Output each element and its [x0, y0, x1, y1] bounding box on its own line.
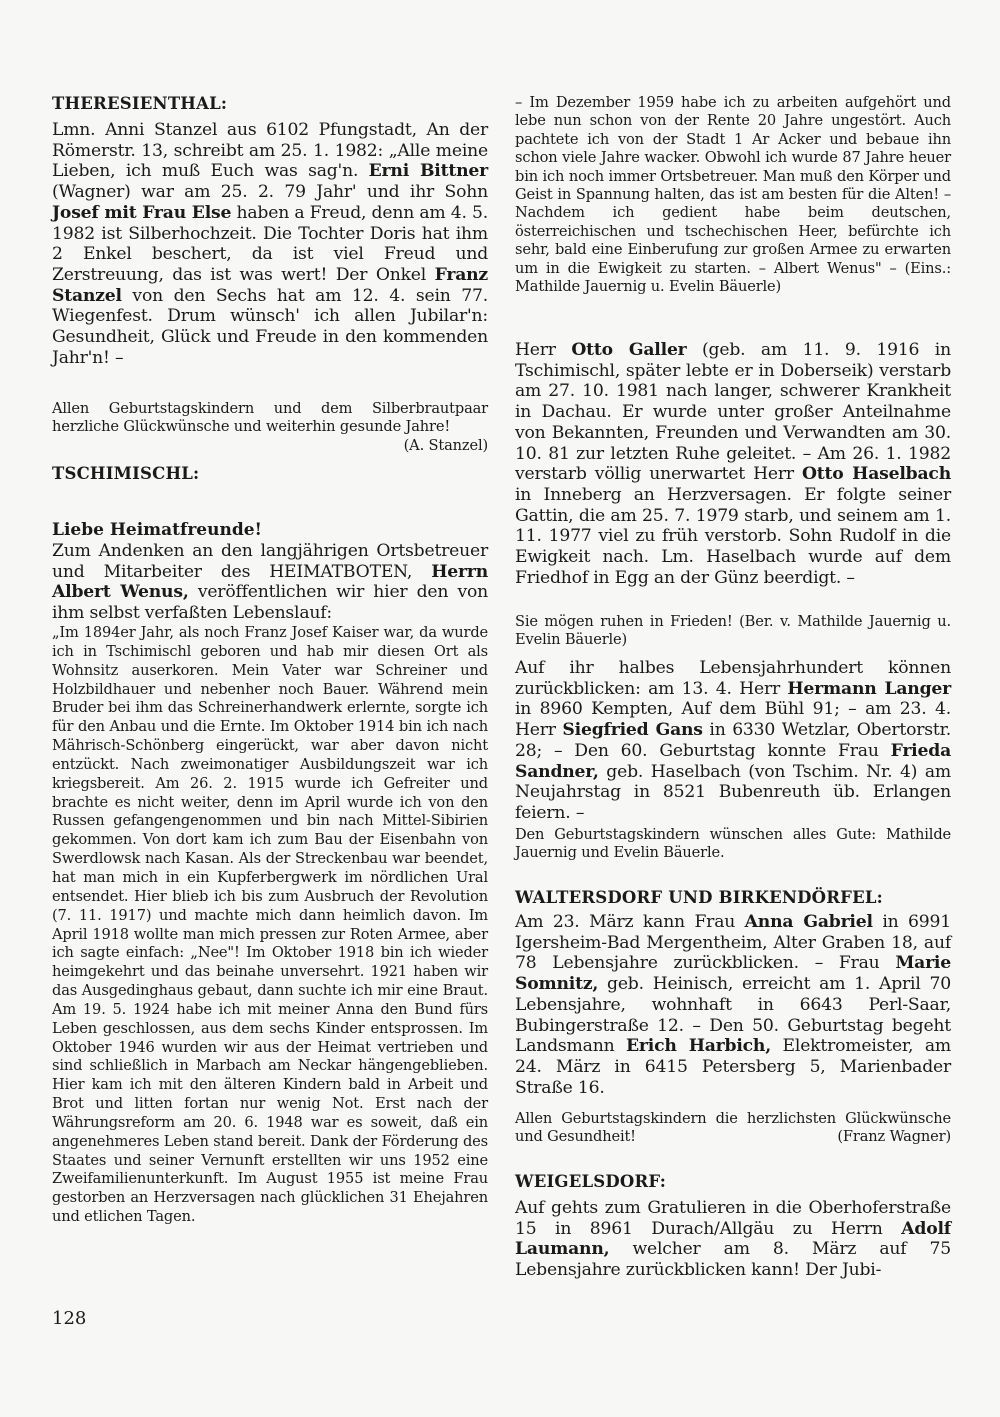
weigelsdorf-paragraph: [515, 1198, 951, 1281]
text-segment: Auf gehts zum Gratulieren in die Oberhoferstraße 15 in 8961 Durach/Allgäu zu Herrn: [515, 1198, 951, 1239]
text-segment: Am 23. März kann Frau: [515, 912, 745, 932]
name-highlight: Otto Galler: [571, 340, 687, 360]
section-heading-weigelsdorf: WEIGELSDORF:: [515, 1172, 667, 1191]
text-segment: Auf ihr halbes Lebensjahrhundert können zurückblicken: am 13. 4. Herr: [515, 658, 951, 699]
section-heading-waltersdorf: WALTERSDORF UND BIRKENDÖRFEL:: [515, 888, 883, 907]
name-highlight: Siegfried Gans: [562, 720, 703, 741]
tschimischl-subheading: Liebe Heimatfreunde!: [52, 520, 263, 540]
text-segment: Elektromeister, am 24. März in 6415 Petersberg 5, Marienbader Straße 16.: [515, 1036, 951, 1098]
birthdays-paragraph: [515, 658, 951, 824]
name-highlight: Otto Haselbach: [802, 464, 951, 485]
text-segment: veröffentlichen wir hier den von ihm selbst verfaßten Lebenslauf:: [52, 582, 488, 624]
name-highlight: Erich Harbich,: [625, 1036, 772, 1057]
text-segment: (geb. am 11. 9. 1916 in Tschimischl, später lebte er in Doberseik) verstarb am 27. 10. 1981 nach langer, schwerer Krankheit in Dachau. Er wurde unter großer Anteilnahme von Bekannten, Freunden und Verwandten am 30. 10. 81 zur letzten Ruhe geleitet. – Am 26. 1. 1982 verstarb völlig unerwartet Herr: [515, 340, 951, 485]
text-segment: (Wagner) war am 25. 2. 79 Jahr' und ihr Sohn: [52, 182, 488, 203]
greeting-text: Allen Geburtstagskindern die herzlichsten Glückwünsche und Gesundheit!: [515, 1110, 951, 1146]
text-segment: Zum Andenken an den langjährigen Ortsbetreuer und Mitarbeiter des HEIMATBOTEN,: [52, 541, 488, 582]
tschimischl-letter: „Im 1894er Jahr, als noch Franz Josef Kaiser war, da wurde ich in Tschimischl geboren und hab mir diesen Ort als Wohnsitz auserkoren. Mein Vater war Schreiner und Holzbildhauer und nebenher noch Bauer. Während mein Bruder bei ihm das Schreinerhandwerk erlernte, sorgte ich für den Anbau und die Ernte. Im Oktober 1914 bin ich nach Mährisch-Schönberg eingerückt, war aber davon nicht entzückt. Nach zweimonatiger Ausbildungszeit war ich kriegsbereit. Am 26. 2. 1915 wurde ich Gefreiter und brachte es nicht weiter, denn im April wurde ich von den Russen gefangengenommen und bin nach Mittel-Sibirien gekommen. Von dort kam ich zum Bau der Eisenbahn von Swerdlowsk nach Kasan. Als der Streckenbau war beendet, hat man mich in ein Kupferbergwerk im nördlichen Ural entsendet. Hier blieb ich bis zum Ausbruch der Revolution (7. 11. 1917) und machte mich dann heimlich davon. Im April 1918 wollte man mich pressen zur Roten Armee, aber ich sagte einfach: „Nee"! Im Oktober 1918 bin ich wieder heimgekehrt und das beinahe unversehrt. 1921 haben wir das Ausgedinghaus gebaut, dann suchte ich mir eine Braut. Am 19. 5. 1924 habe ich mit meiner Anna den Bund fürs Leben geschlossen, aus dem sechs Kinder entsprossen. Im Oktober 1946 wurden wir aus der Heimat vertrieben und sind schließlich in Marbach am Neckar hängengeblieben. Hier kam ich mit den älteren Kindern bald in Arbeit und Brot und litten fortan nur wenig Not. Erst nach der Währungsreform am 20. 6. 1948 war es soweit, daß ein angenehmeres Leben stand bereit. Dank der Förderung des Staates und seiner Vernunft erstellten wir uns 1952 eine Zweifamilienunterkunft. Im August 1955 ist meine Frau gestorben an Herzversagen nach glücklichen 31 Ehejahren und etlichen Tagen.: [52, 624, 488, 1226]
theresienthal-greeting: [52, 400, 488, 455]
waltersdorf-paragraph: [515, 912, 951, 1098]
text-segment: in Inneberg an Herzversagen. Er folgte seiner Gattin, die am 25. 7. 1979 starb, und seinem am 1. 11. 1977 viel zu früh verstorb. Sohn Rudolf in die Ewigkeit nach. Lm. Haselbach wurde auf dem Friedhof in Egg an der Günz beerdigt. –: [515, 484, 951, 588]
text-segment: in 6330 Wetzlar, Obertorstr. 28; – Den 60. Geburtstag konnte Frau: [515, 720, 951, 761]
text-segment: in 8960 Kempten, Auf dem Bühl 91; – am 23. 4. Herr: [515, 699, 951, 741]
greeting-text: Allen Geburtstagskindern und dem Silberbrautpaar herzliche Glückwünsche und weiterhin gesunde Jahre!: [52, 400, 488, 436]
text-segment: in 6991 Igersheim-Bad Mergentheim, Alter Graben 18, auf 78 Lebensjahre zurückblicken. – Frau: [515, 912, 951, 974]
obituary-paragraph: [515, 340, 951, 588]
name-highlight: Franz Stanzel: [52, 264, 488, 306]
waltersdorf-greeting: [515, 1110, 951, 1147]
text-segment: welcher am 8. März auf 75 Lebensjahre zurückblicken kann! Der Jubi-: [515, 1239, 951, 1281]
name-highlight: Marie Somnitz,: [515, 953, 951, 995]
name-highlight: Hermann Langer: [787, 678, 951, 699]
signature: (A. Stanzel): [403, 436, 488, 454]
text-segment: Lmn. Anni Stanzel aus 6102 Pfungstadt, An der Römerstr. 13, schreibt am 25. 1. 1982: „Alle meine Lieben, ich muß Euch was sag'n.: [52, 120, 488, 182]
text-segment: von den Sechs hat am 12. 4. sein 77. Wiegenfest. Drum wünsch' ich allen Jubilar'n: Gesundheit, Glück und Freude in den kommenden Jahr'n! –: [52, 285, 488, 368]
text-segment: haben a Freud, denn am 4. 5. 1982 ist Silberhochzeit. Die Tochter Doris hat ihm 2 Enkel beschert, da ist viel Freud und Zerstreuung, das ist was wert! Der Onkel: [52, 202, 489, 285]
text-segment: geb. Heinisch, erreicht am 1. April 70 Lebensjahre, wohnhaft in 6643 Perl-Saar, Bubingerstraße 12. – Den 50. Geburtstag begeht Landsmann: [515, 974, 951, 1057]
section-heading-tschimischl: TSCHIMISCHL:: [52, 464, 200, 483]
page-number: 128: [52, 1308, 87, 1329]
obituary-note: Sie mögen ruhen in Frieden! (Ber. v. Mathilde Jauernig u. Evelin Bäuerle): [515, 613, 951, 649]
signature: (Franz Wagner): [837, 1128, 951, 1146]
text-segment: Herr: [515, 340, 572, 360]
section-heading-theresienthal: THERESIENTHAL:: [52, 94, 228, 113]
letter-continued: – Im Dezember 1959 habe ich zu arbeiten aufgehört und lebe nun schon von der Rente 20 Jahre ungestört. Auch pachtete ich von der Stadt 1 Ar Acker und bebaue ihn schon viele Jahre wacker. Obwohl ich wurde 87 Jahre heuer bin ich noch immer Ortsbetreuer. Man muß den Körper und Geist in Spannung halten, das ist am besten für die Alten! – Nachdem ich gedient habe beim deutschen, österreichischen und tschechischen Heer, befürchte ich sehr, bald eine Einberufung zur großen Armee zu erwarten um in die Ewigkeit zu starten. – Albert Wenus" – (Eins.: Mathilde Jauernig u. Evelin Bäuerle): [515, 94, 951, 296]
name-highlight: Erni Bittner: [368, 161, 488, 182]
name-highlight: Josef mit Frau Else: [52, 202, 232, 223]
text-segment: geb. Haselbach (von Tschim. Nr. 4) am Neujahrstag in 8521 Bubenreuth üb. Erlangen feiern. –: [515, 761, 951, 823]
name-highlight: Frieda Sandner,: [515, 740, 951, 782]
birthdays-note: Den Geburtstagskindern wünschen alles Gute: Mathilde Jauernig und Evelin Bäuerle.: [515, 826, 951, 862]
name-highlight: Anna Gabriel: [744, 912, 873, 932]
name-highlight: Adolf Laumann,: [515, 1218, 951, 1260]
theresienthal-paragraph: [52, 120, 488, 368]
name-highlight: Herrn Albert Wenus,: [52, 561, 488, 603]
tschimischl-intro: [52, 541, 488, 624]
